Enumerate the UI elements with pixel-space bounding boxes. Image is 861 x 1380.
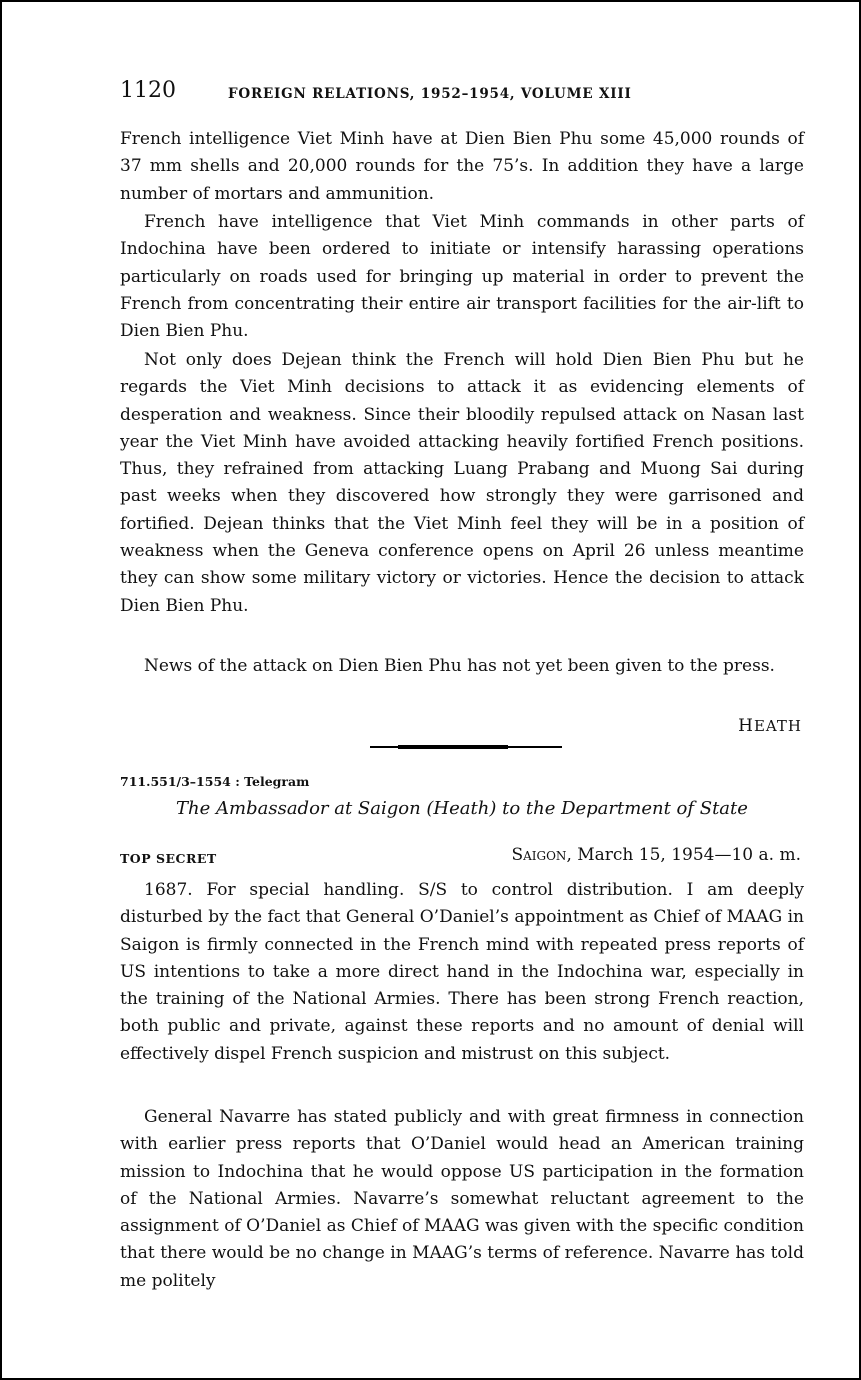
section-divider — [370, 746, 562, 748]
document-title: The Ambassador at Saigon (Heath) to the Department of State — [176, 798, 748, 819]
dateline-place: Saigon — [511, 845, 567, 865]
dateline-date: , March 15, 1954—10 a. m. — [566, 845, 801, 865]
body-paragraph-1: French intelligence Viet Minh have at Dien Bien Phu some 45,000 rounds of 37 mm shells and 20,000 rounds for the 75’s. In addition they have a large number of mortars and ammunition. — [120, 129, 804, 204]
telegram-paragraph-2: General Navarre has stated publicly and with great firmness in connection with earlier press reports that O’Daniel would head an American training mission to Indochina that he would oppose US participation in the formation of the National Armies. Navarre’s somewhat reluctant agreement to the assignment of O’Daniel as Chief of MAAG was given with the specific condition that there would be no change in MAAG’s terms of reference. Navarre has told me politely — [120, 1107, 804, 1291]
running-title: FOREIGN RELATIONS, 1952–1954, VOLUME XIII — [228, 86, 632, 102]
page-header — [120, 78, 810, 110]
page-number: 1120 — [120, 78, 176, 103]
body-paragraph-4: News of the attack on Dien Bien Phu has not yet been given to the press. — [144, 656, 775, 676]
telegram-paragraph-1: 1687. For special handling. S/S to control distribution. I am deeply disturbed by the fact that General O’Daniel’s appointment as Chief of MAAG in Saigon is firmly connected in the French mind with repeated press reports of US intentions to take a more direct hand in the Indochina war, especially in the training of the National Armies. There has been strong French reaction, both public and private, against these reports and no amount of denial will effectively dispel French suspicion and mistrust on this subject. — [120, 880, 804, 1064]
body-paragraph-2: French have intelligence that Viet Minh commands in other parts of Indochina have been ordered to initiate or intensify harassing operations particularly on roads used for bringing up material in order to prevent the French from concentrating their entire air transport facilities for the air-lift to Dien Bien Phu. — [120, 212, 804, 342]
dateline — [511, 845, 801, 865]
classification-label: TOP SECRET — [120, 851, 217, 866]
signature — [120, 716, 802, 736]
signature-initial: H — [738, 716, 754, 736]
file-reference: 711.551/3–1554 : Telegram — [120, 774, 310, 789]
body-paragraph-3: Not only does Dejean think the French will hold Dien Bien Phu but he regards the Viet Minh decisions to attack it as evidencing elements of desperation and weakness. Since their bloodily repulsed attack on Nasan last year the Viet Minh have avoided attacking heavily fortified French positions. Thus, they refrained from attacking Luang Prabang and Muong Sai during past weeks when they discovered how strongly they were garrisoned and fortified. Dejean thinks that the Viet Minh feel they will be in a position of weakness when the Geneva conference opens on April 26 unless meantime they can show some military victory or victories. Hence the decision to attack Dien Bien Phu. — [120, 350, 804, 616]
signature-rest: EATH — [753, 717, 802, 735]
section-divider-center — [398, 745, 508, 749]
